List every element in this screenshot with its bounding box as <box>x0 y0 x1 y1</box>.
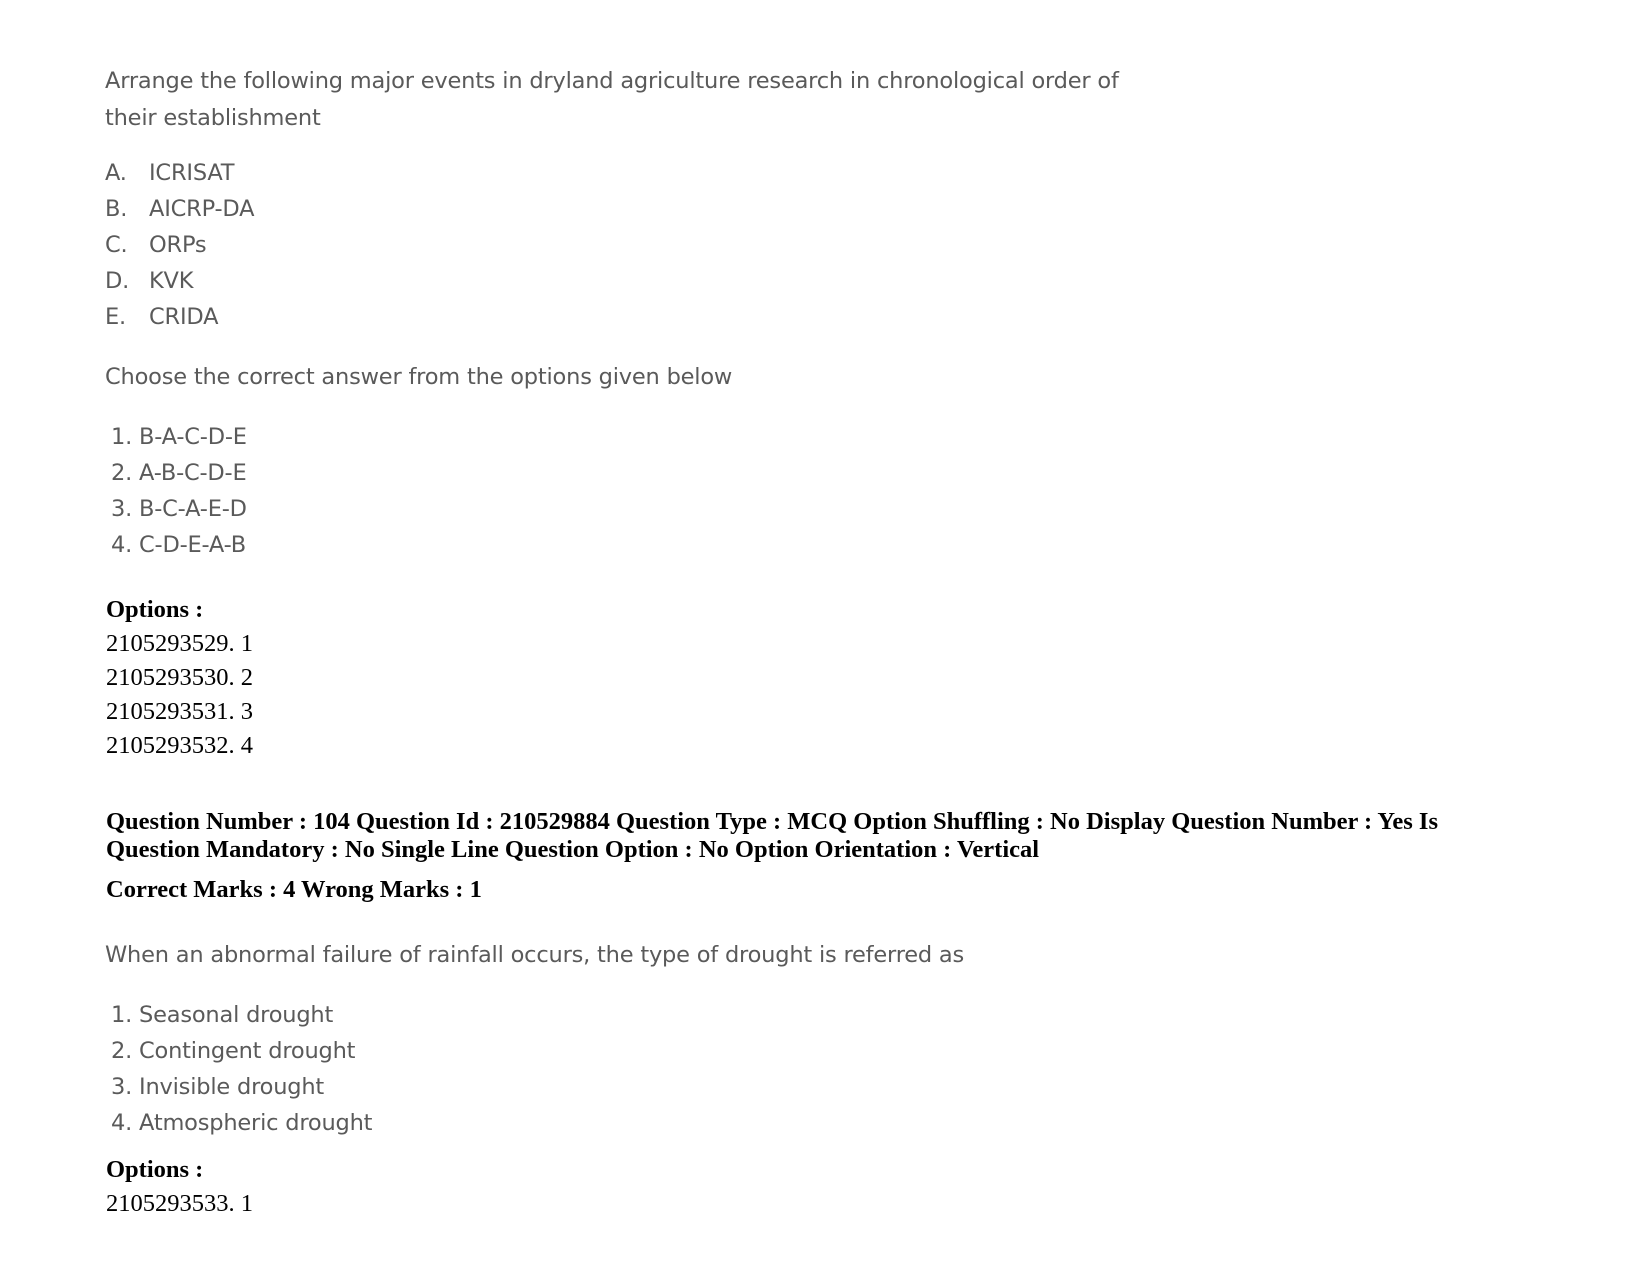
item-text: ICRISAT <box>149 160 235 186</box>
item-letter: B. <box>105 196 128 222</box>
answer-choice: 4. C-D-E-A-B <box>111 532 246 558</box>
metadata-line: Question Mandatory : No Single Line Question Option : No Option Orientation : Vertical <box>106 836 1040 863</box>
options-label: Options : <box>106 596 204 623</box>
answer-choice: 3. B-C-A-E-D <box>111 496 247 522</box>
marks-line: Correct Marks : 4 Wrong Marks : 1 <box>106 876 482 903</box>
item-text: AICRP-DA <box>149 196 255 222</box>
question-stem-line: Arrange the following major events in dryland agriculture research in chronological order of <box>105 68 1119 94</box>
item-letter: D. <box>105 268 130 294</box>
answer-choice: 3. Invisible drought <box>111 1074 325 1100</box>
list-item <box>105 232 206 258</box>
option-id: 2105293531. 3 <box>106 698 253 725</box>
item-text: ORPs <box>149 232 207 258</box>
question-103-stem <box>105 63 1119 137</box>
item-letter: A. <box>105 160 127 186</box>
item-letter: E. <box>105 304 126 330</box>
list-item <box>105 160 234 186</box>
option-id: 2105293529. 1 <box>106 630 253 657</box>
item-letter: C. <box>105 232 128 258</box>
list-item <box>105 304 218 330</box>
option-id: 2105293530. 2 <box>106 664 253 691</box>
instruction-text: Choose the correct answer from the options given below <box>105 364 733 390</box>
option-id: 2105293532. 4 <box>106 732 253 759</box>
answer-choice: 4. Atmospheric drought <box>111 1110 373 1136</box>
answer-choice: 1. B-A-C-D-E <box>111 424 247 450</box>
item-text: KVK <box>149 268 194 294</box>
question-104-metadata <box>106 808 1526 864</box>
options-label: Options : <box>106 1156 204 1183</box>
question-104-stem: When an abnormal failure of rainfall occurs, the type of drought is referred as <box>105 942 965 968</box>
answer-choice: 2. A-B-C-D-E <box>111 460 247 486</box>
option-id: 2105293533. 1 <box>106 1190 253 1217</box>
list-item <box>105 268 193 294</box>
list-item <box>105 196 254 222</box>
question-stem-line: their establishment <box>105 105 321 131</box>
item-text: CRIDA <box>149 304 219 330</box>
answer-choice: 2. Contingent drought <box>111 1038 356 1064</box>
answer-choice: 1. Seasonal drought <box>111 1002 334 1028</box>
metadata-line: Question Number : 104 Question Id : 210529884 Question Type : MCQ Option Shuffling : No Display Question Number : Yes Is <box>106 808 1438 835</box>
